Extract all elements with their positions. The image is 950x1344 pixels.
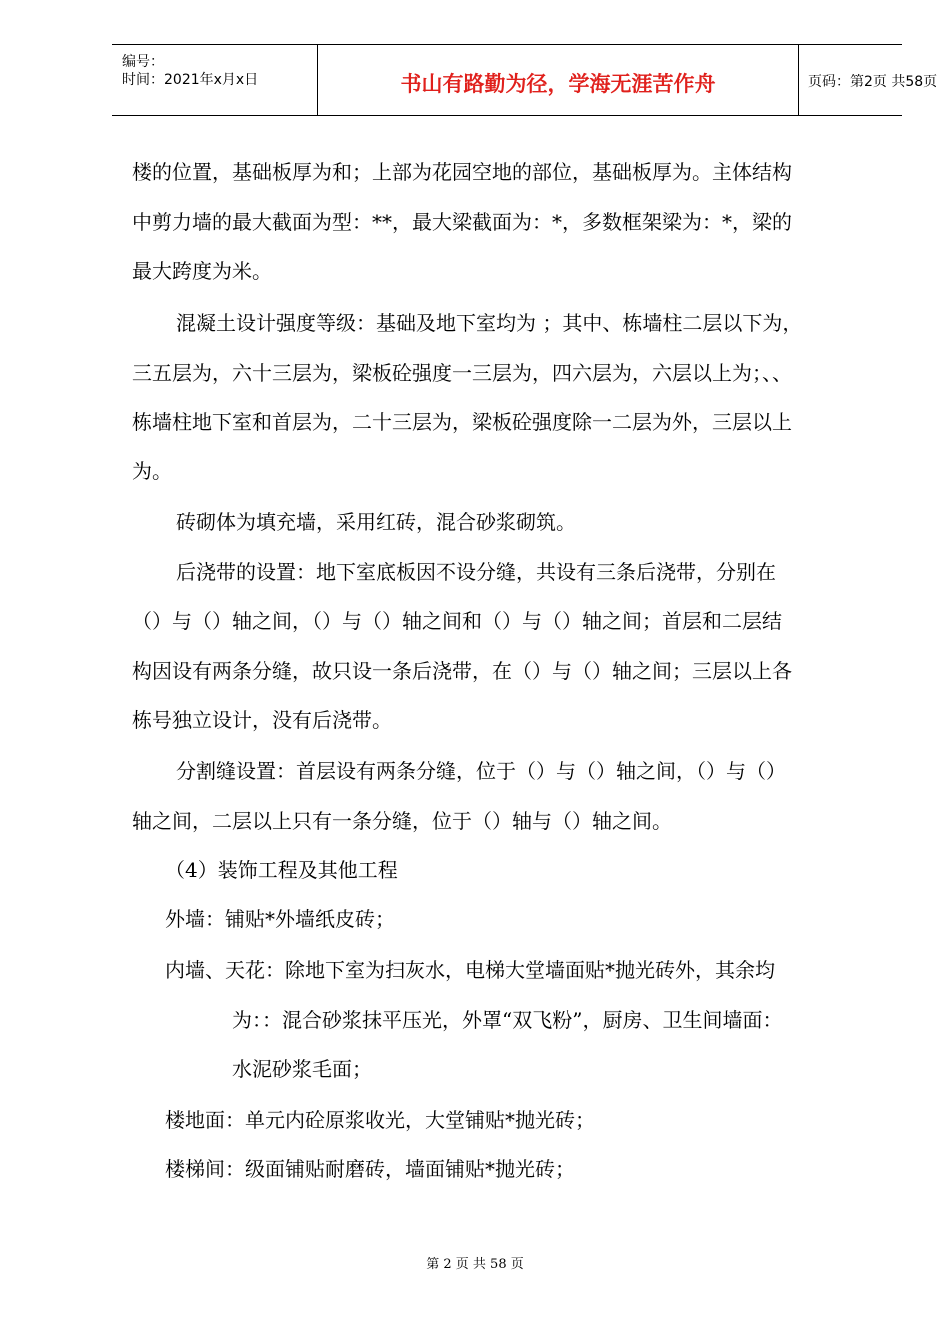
motto: 书山有路勤为径，学海无涯苦作舟 (400, 72, 716, 96)
number-label: 编号： (122, 54, 164, 70)
document-header (112, 44, 938, 116)
body-line: 后浇带的设置：地下室底板因不设分缝，共设有三条后浇带，分别在 (176, 560, 776, 584)
body-line: 栋号独立设计，没有后浇带。 (132, 708, 392, 732)
body-line: 楼的位置，基础板厚为和；上部为花园空地的部位，基础板厚为。主体结构 (132, 160, 792, 184)
body-line: （）与（）轴之间，（）与（）轴之间和（）与（）轴之间；首层和二层结 (132, 609, 782, 633)
header-page-cell (798, 45, 938, 115)
body-line: 中剪力墙的最大截面为型：**，最大梁截面为：*，多数框架梁为：*，梁的 (132, 210, 792, 234)
body-line: 栋墙柱地下室和首层为，二十三层为，梁板砼强度除一二层为外，三层以上 (132, 410, 792, 434)
body-line: 楼梯间：级面铺贴耐磨砖，墙面铺贴*抛光砖； (165, 1157, 575, 1181)
body-line: 最大跨度为米。 (132, 259, 272, 283)
body-line: 分割缝设置：首层设有两条分缝，位于（）与（）轴之间，（）与（） (176, 759, 786, 783)
body-line: 三五层为，六十三层为，梁板砼强度一三层为，四六层为，六层以上为；、、 (132, 361, 792, 385)
header-motto-cell (317, 45, 799, 115)
page-info: 页码：第2页 共58页 (808, 74, 938, 90)
section-heading: （4）装饰工程及其他工程 (165, 858, 398, 882)
body-line: 混凝土设计强度等级：基础及地下室均为 ；其中、栋墙柱二层以下为， (176, 311, 803, 335)
body-line: 轴之间，二层以上只有一条分缝，位于（）轴与（）轴之间。 (132, 809, 672, 833)
page-footer: 第 2 页 共 58 页 (426, 1257, 524, 1272)
body-line: 外墙：铺贴*外墙纸皮砖； (165, 907, 395, 931)
body-line: 构因设有两条分缝，故只设一条后浇带，在（）与（）轴之间；三层以上各 (132, 659, 792, 683)
time-label: 时间：2021年x月x日 (122, 72, 259, 88)
body-line: 砖砌体为填充墙，采用红砖，混合砂浆砌筑。 (176, 510, 576, 534)
header-meta (112, 45, 317, 115)
body-line: 为：：混合砂浆抹平压光，外罩“双飞粉”，厨房、卫生间墙面： (232, 1008, 783, 1032)
body-line: 内墙、天花：除地下室为扫灰水，电梯大堂墙面贴*抛光砖外，其余均 (165, 958, 775, 982)
body-line: 楼地面：单元内砼原浆收光，大堂铺贴*抛光砖； (165, 1108, 595, 1132)
body-line: 水泥砂浆毛面； (232, 1057, 372, 1081)
body-line: 为。 (132, 459, 172, 483)
